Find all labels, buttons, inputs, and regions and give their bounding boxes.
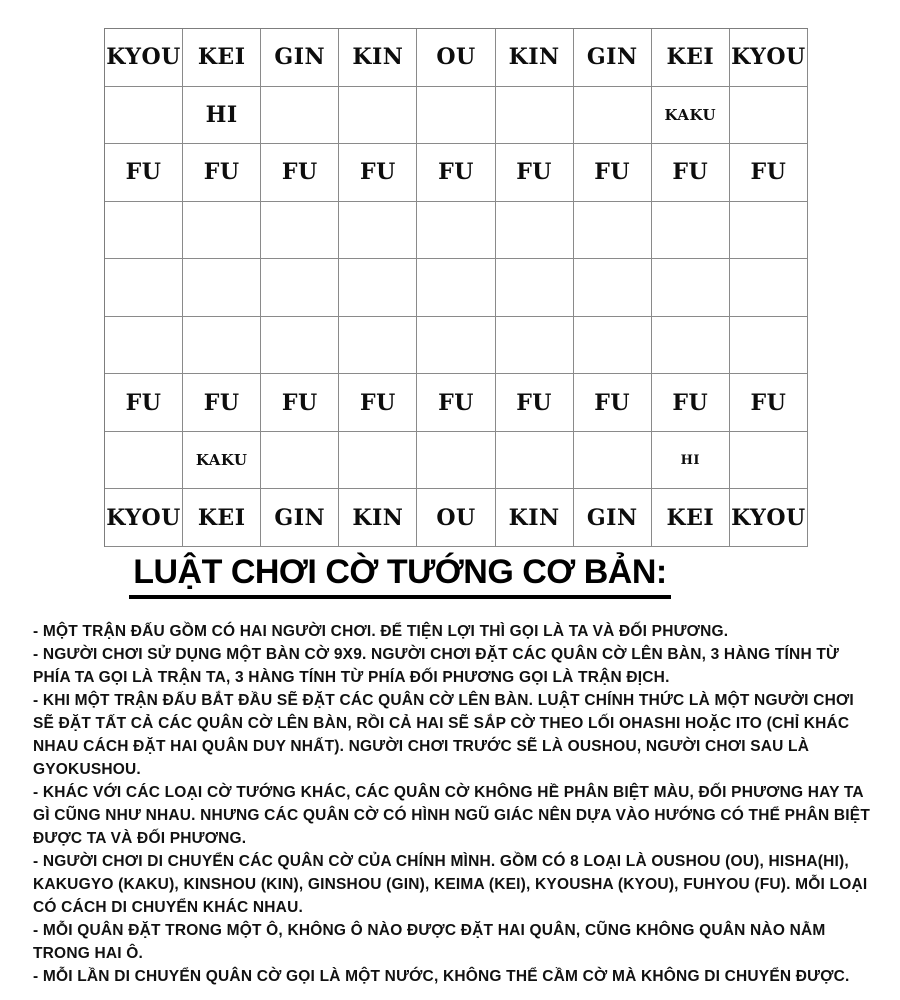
piece-label: FU	[281, 389, 318, 416]
piece-label: GIN	[586, 504, 638, 531]
piece-label: KIN	[508, 504, 560, 531]
board-cell	[574, 29, 652, 87]
board-cell	[496, 374, 574, 432]
board-cell	[417, 29, 495, 87]
board-cell	[183, 259, 261, 317]
piece-label: FU	[438, 389, 474, 416]
board-cell	[496, 87, 574, 145]
board-cell	[339, 202, 417, 260]
piece-label: KEI	[666, 44, 715, 71]
board-cell	[183, 87, 261, 145]
board-cell	[652, 259, 730, 317]
board-cell	[261, 144, 339, 202]
piece-label: FU	[750, 159, 787, 186]
board-cell	[574, 202, 652, 260]
rule-item: - KHI MỘT TRẬN ĐẤU BẮT ĐẦU SẼ ĐẶT CÁC QUÂN CỜ LÊN BÀN. LUẬT CHÍNH THỨC LÀ MỘT NGƯỜI CHƠI SẼ ĐẶT TẤT CẢ CÁC QUÂN CỜ LÊN BÀN, RỒI CẢ HAI SẼ SẮP CỜ THEO LỐI OHASHI HOẶC ITO (CHỈ KHÁC NHAU CÁCH ĐẶT HAI QUÂN DUY NHẤT). NGƯỜI CHƠI TRƯỚC SẼ LÀ OUSHOU, NGƯỜI CHƠI SAU LÀ GYOKUSHOU.	[33, 692, 854, 778]
board-cell	[652, 29, 730, 87]
rules-list	[33, 620, 878, 988]
board-cell	[574, 432, 652, 490]
board-cell	[339, 317, 417, 375]
piece-label: FU	[672, 389, 709, 416]
board-cell	[105, 374, 183, 432]
board-cell	[417, 317, 495, 375]
piece-label: KAKU	[195, 451, 248, 470]
board-cell	[574, 374, 652, 432]
board-cell	[105, 29, 183, 87]
piece-label: GIN	[274, 504, 326, 531]
board-cell	[339, 144, 417, 202]
board-cell	[496, 29, 574, 87]
board-cell	[261, 202, 339, 260]
board-cell	[105, 432, 183, 490]
board-cell	[496, 317, 574, 375]
board-cell	[339, 87, 417, 145]
board-cell	[339, 489, 417, 547]
board-cell	[261, 432, 339, 490]
piece-label: FU	[203, 159, 240, 186]
board-cell	[183, 29, 261, 87]
piece-label: KEI	[197, 44, 246, 71]
piece-label: KAKU	[664, 105, 717, 124]
board-cell	[105, 87, 183, 145]
board-cell	[652, 489, 730, 547]
board-cell	[417, 432, 495, 490]
rule-item: - MỖI QUÂN ĐẶT TRONG MỘT Ô, KHÔNG Ô NÀO ĐƯỢC ĐẶT HAI QUÂN, CŨNG KHÔNG QUÂN NÀO NẰM TRONG HAI Ô.	[33, 922, 826, 962]
rule-item: - NGƯỜI CHƠI DI CHUYỂN CÁC QUÂN CỜ CỦA CHÍNH MÌNH. GỒM CÓ 8 LOẠI LÀ OUSHOU (OU), HISHA(HI), KAKUGYO (KAKU), KINSHOU (KIN), GINSHOU (GIN), KEIMA (KEI), KYOUSHA (KYOU), FUHYOU (FU). MỖI LOẠI CÓ CÁCH DI CHUYỂN KHÁC NHAU.	[33, 853, 868, 916]
piece-label: HI	[680, 452, 700, 468]
rule-item: - MỖI LẦN DI CHUYỂN QUÂN CỜ GỌI LÀ MỘT NƯỚC, KHÔNG THỂ CẦM CỜ MÀ KHÔNG DI CHUYỂN ĐƯỢC.	[33, 968, 850, 985]
board-cell	[105, 489, 183, 547]
piece-label: KYOU	[731, 44, 806, 71]
board-cell	[730, 202, 808, 260]
piece-label: KIN	[352, 504, 404, 531]
board-cell	[574, 87, 652, 145]
board-cell	[105, 144, 183, 202]
rule-item: - MỘT TRẬN ĐẤU GỒM CÓ HAI NGƯỜI CHƠI. ĐỂ TIỆN LỢI THÌ GỌI LÀ TA VÀ ĐỐI PHƯƠNG.	[33, 623, 729, 640]
board-cell	[730, 29, 808, 87]
board-cell	[339, 374, 417, 432]
board-cell	[652, 87, 730, 145]
piece-label: FU	[125, 389, 162, 416]
board-cell	[730, 432, 808, 490]
board-cell	[417, 489, 495, 547]
board-cell	[105, 202, 183, 260]
board-cell	[417, 144, 495, 202]
board-cell	[574, 144, 652, 202]
piece-label: KEI	[197, 504, 246, 531]
piece-label: KEI	[666, 504, 715, 531]
board-cell	[417, 374, 495, 432]
board-cell	[496, 489, 574, 547]
piece-label: HI	[205, 101, 238, 128]
piece-label: OU	[436, 44, 476, 71]
shogi-board-grid	[104, 28, 808, 547]
board-cell	[574, 317, 652, 375]
board-cell	[261, 29, 339, 87]
board-cell	[183, 374, 261, 432]
piece-label: FU	[516, 159, 552, 186]
board-cell	[730, 144, 808, 202]
board-cell	[183, 202, 261, 260]
board-cell	[261, 374, 339, 432]
board-cell	[183, 432, 261, 490]
board-cell	[261, 259, 339, 317]
board-cell	[496, 432, 574, 490]
board-cell	[496, 202, 574, 260]
board-cell	[183, 317, 261, 375]
board-cell	[652, 144, 730, 202]
piece-label: KIN	[508, 44, 560, 71]
piece-label: FU	[750, 389, 787, 416]
board-cell	[339, 29, 417, 87]
piece-label: KYOU	[106, 504, 181, 531]
board-cell	[417, 87, 495, 145]
piece-label: KYOU	[731, 504, 806, 531]
board-cell	[261, 317, 339, 375]
piece-label: FU	[359, 389, 396, 416]
board-cell	[652, 317, 730, 375]
piece-label: FU	[125, 159, 162, 186]
board-cell	[417, 259, 495, 317]
piece-label: FU	[594, 389, 631, 416]
board-cell	[730, 317, 808, 375]
board-cell	[730, 259, 808, 317]
board-cell	[261, 489, 339, 547]
page-title: LUẬT CHƠI CỜ TƯỚNG CƠ BẢN:	[129, 551, 671, 599]
board-cell	[183, 489, 261, 547]
piece-label: KIN	[352, 44, 404, 71]
board-cell	[183, 144, 261, 202]
board-cell	[105, 317, 183, 375]
board-cell	[496, 259, 574, 317]
rule-item: - NGƯỜI CHƠI SỬ DỤNG MỘT BÀN CỜ 9X9. NGƯỜI CHƠI ĐẶT CÁC QUÂN CỜ LÊN BÀN, 3 HÀNG TÍNH TỪ PHÍA TA GỌI LÀ TRẬN TA, 3 HÀNG TÍNH TỪ PHÍA ĐỐI PHƯƠNG GỌI LÀ TRẬN ĐỊCH.	[33, 646, 840, 686]
board-cell	[652, 374, 730, 432]
board-cell	[730, 374, 808, 432]
board-cell	[730, 489, 808, 547]
board-cell	[496, 144, 574, 202]
piece-label: GIN	[274, 44, 326, 71]
board-cell	[339, 432, 417, 490]
piece-label: FU	[516, 389, 552, 416]
piece-label: KYOU	[106, 44, 181, 71]
rule-item: - KHÁC VỚI CÁC LOẠI CỜ TƯỚNG KHÁC, CÁC QUÂN CỜ KHÔNG HỀ PHÂN BIỆT MÀU, ĐỐI PHƯƠNG HAY TA GÌ CŨNG NHƯ NHAU. NHƯNG CÁC QUÂN CỜ CÓ HÌNH NGŨ GIÁC NÊN DỰA VÀO HƯỚNG CÓ THỂ PHÂN BIỆT ĐƯỢC TA VÀ ĐỐI PHƯƠNG.	[33, 784, 870, 847]
board-cell	[417, 202, 495, 260]
piece-label: FU	[672, 159, 709, 186]
piece-label: GIN	[586, 44, 638, 71]
piece-label: FU	[281, 159, 318, 186]
board-cell	[730, 87, 808, 145]
piece-label: FU	[594, 159, 631, 186]
board-cell	[261, 87, 339, 145]
board-cell	[339, 259, 417, 317]
board-cell	[652, 432, 730, 490]
board-cell	[652, 202, 730, 260]
board-cell	[574, 259, 652, 317]
piece-label: FU	[438, 159, 474, 186]
board-cell	[105, 259, 183, 317]
title-wrap	[0, 551, 800, 599]
board-cell	[574, 489, 652, 547]
piece-label: FU	[359, 159, 396, 186]
piece-label: FU	[203, 389, 240, 416]
piece-label: OU	[436, 504, 476, 531]
